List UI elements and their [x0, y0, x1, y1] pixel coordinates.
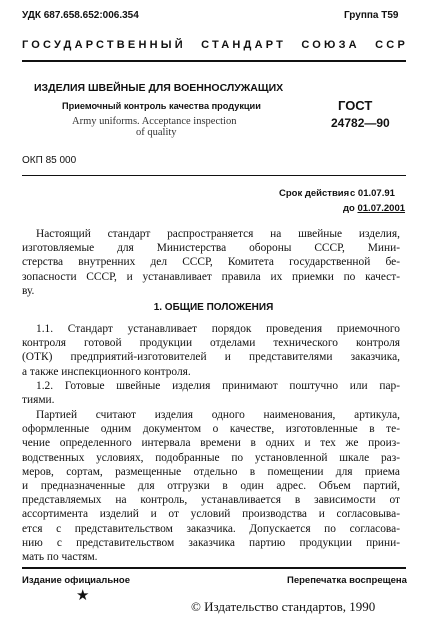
english-title-line-2: of quality: [136, 127, 177, 138]
clause-line: контроля готовой продукции отделами технического контроля: [22, 337, 400, 350]
intro-line: Настоящий стандарт распространяется на швейные изделия,: [36, 228, 400, 240]
intro-line: ву.: [22, 284, 35, 297]
document-title: ИЗДЕЛИЯ ШВЕЙНЫЕ ДЛЯ ВОЕННОСЛУЖАЩИХ: [34, 82, 284, 94]
udk-code: УДК 687.658.652:006.354: [22, 10, 139, 21]
clause-1-2: [22, 379, 400, 407]
okp-divider: [22, 175, 406, 176]
party-line: чение определенного интервала времени в одних и тех же произ-: [22, 437, 400, 450]
copyright-notice: © Издательство стандартов, 1990: [191, 599, 376, 614]
clause-1-1: [22, 322, 400, 379]
gost-number: 24782—90: [331, 116, 390, 130]
intro-paragraph: [22, 227, 400, 298]
section-heading: 1. ОБЩИЕ ПОЛОЖЕНИЯ: [153, 302, 274, 313]
standard-banner: ГОСУДАРСТВЕННЫЙ СТАНДАРТ СОЮЗА ССР: [22, 39, 408, 51]
clause-line: а также инспекционного контроля.: [22, 365, 191, 378]
document-subtitle: Приемочный контроль качества продукции: [62, 101, 261, 111]
intro-line: стерства внутренних дел СССР, Комитета государственной бе-: [22, 256, 400, 269]
official-edition-label: Издание официальное: [22, 575, 130, 586]
banner-divider: [22, 60, 406, 62]
party-line: водственных условиях, подобранные по установленной шкале раз-: [22, 451, 400, 464]
party-line: меров, сортам, размещенные отдельно в помещении для приема: [22, 465, 400, 478]
validity-to-prefix: до: [343, 203, 355, 214]
star-icon: ★: [76, 588, 90, 604]
party-line: ется с представительством заказчика. Допускается по согласова-: [22, 522, 400, 535]
party-line: и предназначенные для отгрузки в один адрес. Объем партий,: [22, 479, 400, 492]
party-line: оформленные одним документом о качестве, изготовленные в те-: [22, 423, 400, 436]
okp-code: ОКП 85 000: [22, 155, 77, 166]
english-title-line-1: Army uniforms. Acceptance inspection: [72, 116, 237, 127]
gost-label: ГОСТ: [338, 98, 373, 113]
intro-line: зопасности СССР, и устанавливает правила их приемки по качест-: [22, 270, 400, 283]
footer-divider: [22, 567, 406, 569]
party-line: мать по частям.: [22, 550, 98, 563]
clause-line: тиями.: [22, 394, 55, 407]
validity-from: с 01.07.91: [350, 188, 395, 199]
clause-line: 1.1. Стандарт устанавливает порядок проведения приемочного: [36, 323, 400, 335]
validity-to: [343, 203, 405, 214]
party-line: Партией считают изделия одного наименования, артикула,: [36, 409, 400, 421]
clause-line: (ОТК) предприятий-изготовителей и представителями заказчика,: [22, 351, 400, 364]
validity-label: Срок действия: [279, 188, 350, 199]
clause-line: 1.2. Готовые швейные изделия принимают поштучно или пар-: [36, 380, 400, 392]
validity-to-date: 01.07.2001: [357, 203, 406, 214]
intro-line: изготовляемые для Министерства обороны СССР, Мини-: [22, 242, 400, 255]
party-line: представляемых на контроль, устанавливается в зависимости от: [22, 494, 400, 507]
reprint-prohibited-label: Перепечатка воспрещена: [287, 575, 407, 586]
group-code: Группа Т59: [344, 10, 399, 21]
party-definition-paragraph: [22, 408, 400, 564]
party-line: ассортимента изделий и от условий производства и согласовыва-: [22, 508, 400, 521]
party-line: нию с представительством заказчика партию продукции прини-: [22, 536, 400, 549]
